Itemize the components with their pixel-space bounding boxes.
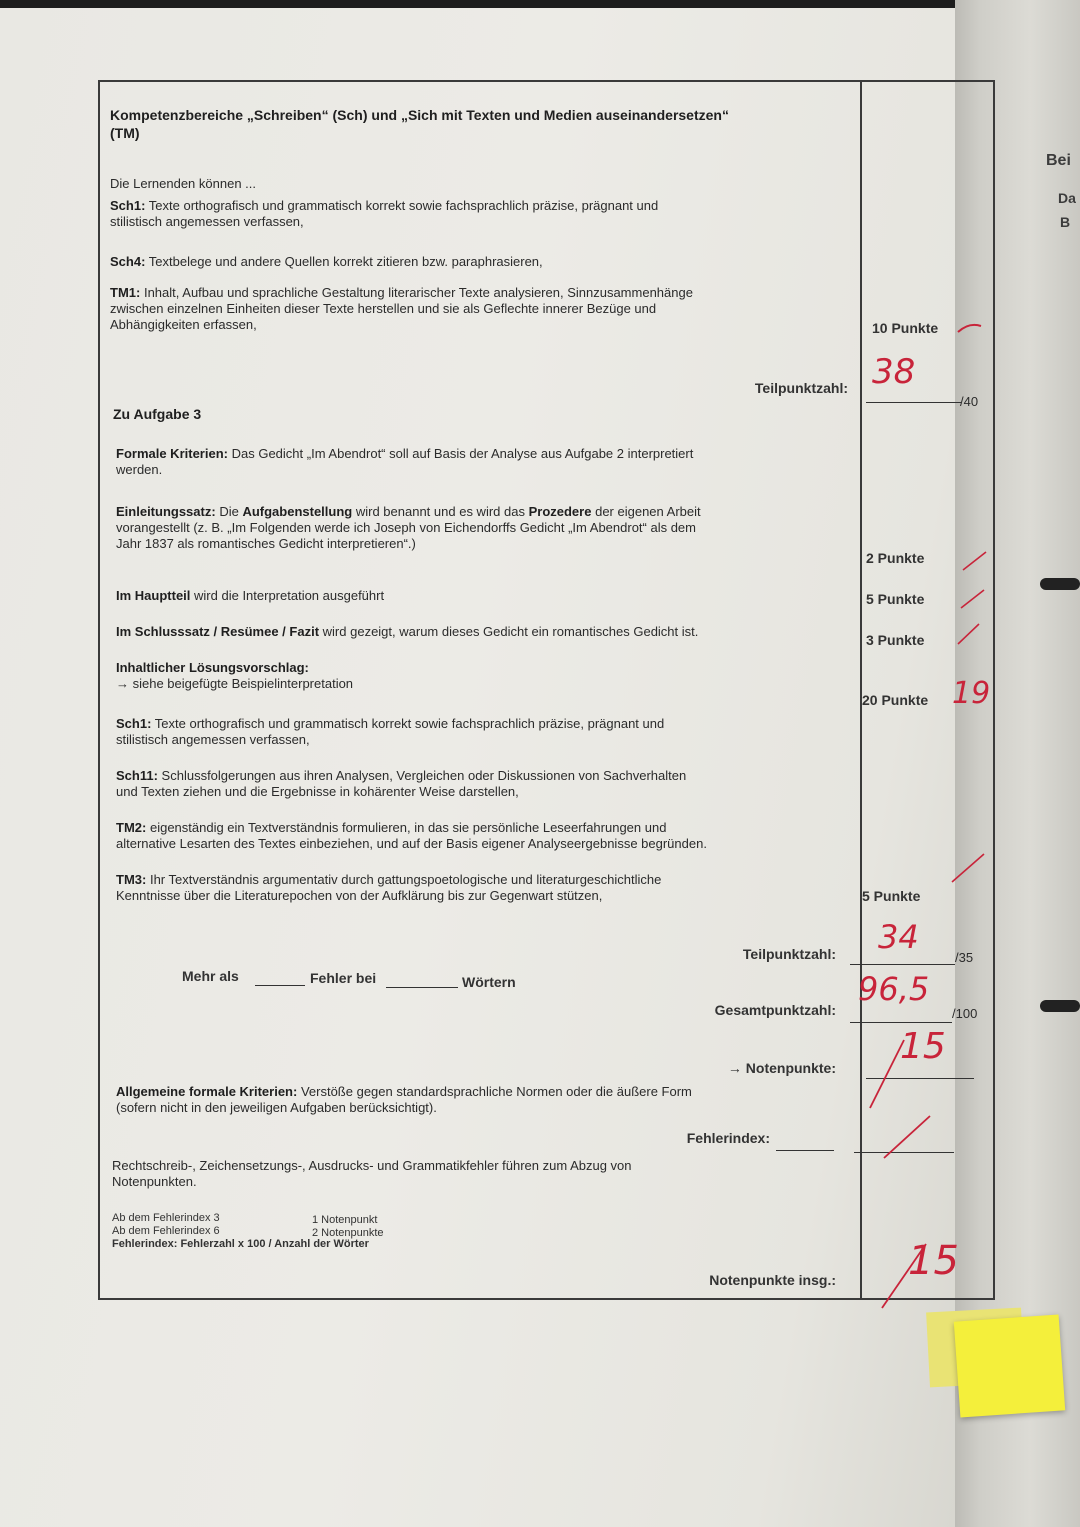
words-label: Wörtern	[462, 974, 516, 990]
points-column-divider	[860, 80, 862, 1300]
main-part-criteria: Im Hauptteil wird die Interpretation ausgeführt	[116, 588, 385, 603]
partial-score-2-max: /35	[955, 950, 974, 965]
deduction-text: Rechtschreib-, Zeichensetzungs-, Ausdrucks- und Grammatikfehler führen zum Abzug von Notenpunkten.	[112, 1158, 632, 1189]
edge-text-2: Da	[1058, 190, 1076, 206]
competence-sch11: Sch11: Schlussfolgerungen aus ihren Analysen, Vergleichen oder Diskussionen von Sachverhalten und Texten ziehen und die Ergebnisse in kohärenter Weise darstellen,	[116, 768, 687, 799]
competence-sch4: Sch4: Textbelege und andere Quellen korrekt zitieren bzw. paraphrasieren,	[110, 254, 543, 269]
points-10: 10 Punkte	[872, 320, 939, 336]
rule-1-condition: Ab dem Fehlerindex 3	[112, 1212, 220, 1224]
points-2: 2 Punkte	[866, 550, 925, 566]
points-20: 20 Punkte	[862, 692, 929, 708]
competence-sch1: Sch1: Texte orthografisch und grammatisch korrekt sowie fachsprachlich präzise, prägnant und stilistisch angemessen verfassen,	[110, 198, 659, 229]
edge-text-3: B	[1060, 214, 1071, 230]
check-mark-icon	[958, 586, 988, 614]
score-line	[850, 964, 955, 965]
competence-tm2: TM2: eigenständig ein Textverständnis formulieren, in das sie persönliche Leseerfahrungen und alternative Lesarten des Textes einbeziehen, und auf der Basis eigener Analyseergebnisse begründen.	[116, 820, 707, 851]
points-3: 3 Punkte	[866, 632, 925, 648]
check-mark-icon	[955, 620, 985, 648]
competence-sch1-second: Sch1: Texte orthografisch und grammatisch korrekt sowie fachsprachlich präzise, prägnant und stilistisch angemessen verfassen,	[116, 716, 665, 747]
conclusion-criteria: Im Schlusssatz / Resümee / Fazit wird gezeigt, warum dieses Gedicht ein romantisches Gedicht ist.	[116, 624, 699, 639]
partial-score-label-2: Teilpunktzahl:	[742, 946, 836, 962]
binder-ring	[1040, 1000, 1080, 1012]
total-score-max: /100	[952, 1006, 978, 1021]
intro-sentence-criteria: Einleitungssatz: Die Aufgabenstellung wird benannt und es wird das Prozedere der eigenen Arbeit vorangestellt (z. B. „Im Folgenden werde ich Joseph von Eichendorffs Gedicht „Im Abendrot“ als dem Jahr 1837 als romantisches Gedicht interpretieren“.)	[116, 504, 701, 551]
blank-line	[776, 1150, 834, 1151]
strike-mark-icon	[878, 1238, 938, 1313]
points-5: 5 Punkte	[866, 591, 925, 607]
score-line	[850, 1022, 952, 1023]
partial-score-1-max: /40	[960, 394, 979, 409]
sticky-note	[954, 1314, 1065, 1417]
grade-label: → Notenpunkte:	[727, 1060, 836, 1076]
rule-2-result: 2 Notenpunkte	[312, 1227, 384, 1239]
check-mark-icon	[955, 318, 985, 338]
rule-2-condition: Ab dem Fehlerindex 6	[112, 1225, 220, 1237]
check-mark-icon	[948, 850, 988, 888]
blank-line	[255, 985, 305, 986]
check-mark-icon	[960, 548, 990, 576]
partial-score-label-1: Teilpunktzahl:	[754, 380, 848, 396]
binder-ring	[1040, 578, 1080, 590]
rubric-title: Kompetenzbereiche „Schreiben“ (Sch) und „Sich mit Texten und Medien auseinandersetzen“ (TM)	[110, 107, 729, 141]
final-grade-handwritten: 15	[908, 1238, 959, 1284]
points-5-second: 5 Punkte	[862, 888, 921, 904]
errors-at-label: Fehler bei	[310, 970, 377, 986]
partial-score-1-handwritten: 38	[872, 352, 916, 392]
error-index-formula: Fehlerindex: Fehlerzahl x 100 / Anzahl der Wörter	[112, 1238, 369, 1250]
more-than-label: Mehr als	[182, 968, 239, 984]
total-score-label: Gesamtpunktzahl:	[714, 1002, 836, 1018]
partial-score-2-handwritten: 34	[878, 918, 919, 956]
strike-mark-icon	[880, 1110, 940, 1165]
final-grade-label: Notenpunkte insg.:	[709, 1272, 836, 1288]
competence-tm3: TM3: Ihr Textverständnis argumentativ durch gattungspoetologische und literaturgeschichtliche Kenntnisse über die Literaturepochen von der Aufklärung bis zur Gegenwart stützen,	[116, 872, 662, 903]
content-solution: Inhaltlicher Lösungsvorschlag: → siehe beigefügte Beispielinterpretation	[116, 660, 354, 691]
formal-criteria: Formale Kriterien: Das Gedicht „Im Abendrot“ soll auf Basis der Analyse aus Aufgabe 2 interpretiert werden.	[116, 446, 694, 477]
grade-handwritten: 15	[900, 1026, 946, 1067]
error-index-label: Fehlerindex:	[686, 1130, 770, 1146]
strike-mark-icon	[864, 1034, 924, 1114]
task3-heading: Zu Aufgabe 3	[113, 406, 202, 422]
competence-tm1: TM1: Inhalt, Aufbau und sprachliche Gestaltung literarischer Texte analysieren, Sinnzusammenhänge zwischen einzelnen Einheiten dieser Texte herstellen und sie als Geflechte innerer Bezüge und Abhängigkeiten erfassen,	[110, 285, 693, 332]
score-line	[866, 402, 961, 403]
intro-text: Die Lernenden können ...	[110, 176, 256, 191]
total-score-handwritten: 96,5	[858, 970, 930, 1008]
score-19-handwritten: 19	[952, 676, 991, 711]
blank-line	[386, 987, 458, 988]
edge-text-1: Bei	[1046, 152, 1071, 169]
rule-1-result: 1 Notenpunkt	[312, 1214, 378, 1226]
general-formal-criteria: Allgemeine formale Kriterien: Verstöße gegen standardsprachliche Normen oder die äußere Form (sofern nicht in den jeweiligen Aufgaben berücksichtigt).	[116, 1084, 692, 1115]
